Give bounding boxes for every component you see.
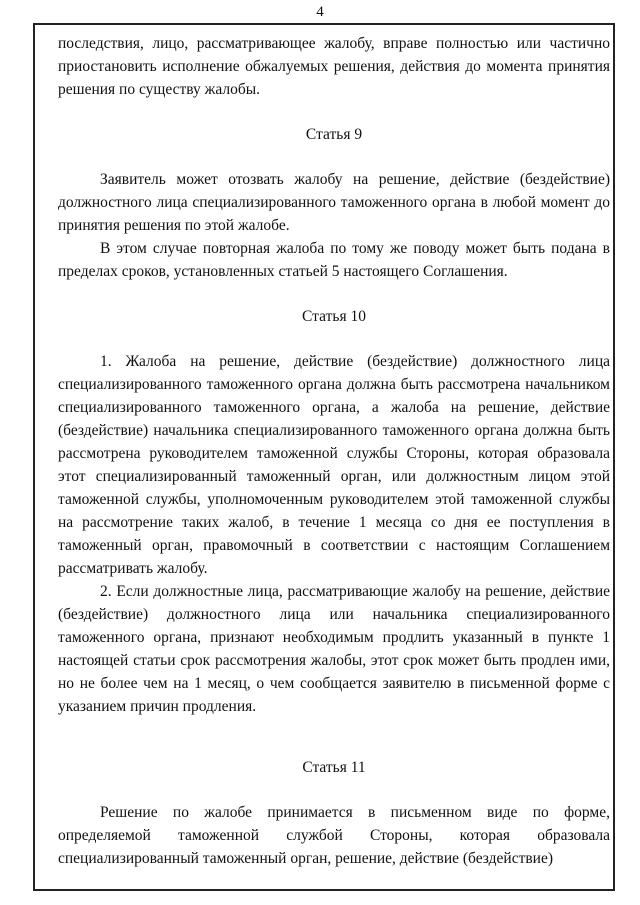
article-9-paragraph-1: Заявитель может отозвать жалобу на решение, действие (бездействие) должностного лица специализированного таможенного органа в любой момент до принятия решения по этой жалобе. [58, 171, 610, 234]
article-10-paragraph-2: 2. Если должностные лица, рассматривающие жалобу на решение, действие (бездействие) должностного лица или начальника специализированного таможенного органа, признают необходимым продлить указанный в пункте 1 настоящей статьи срок рассмотрения жалобы, этот срок может быть продлен ими, но не более чем на 1 месяц, о чем сообщается заявителю в письменной форме с указанием причин продления. [58, 583, 610, 715]
document-body [58, 32, 610, 870]
paragraph-continuation: последствия, лицо, рассматривающее жалобу, вправе полностью или частично приостановить исполнение обжалуемых решения, действия до момента принятия решения по существу жалобы. [58, 35, 610, 98]
article-10-paragraph-1: 1. Жалоба на решение, действие (бездействие) должностного лица специализированного таможенного органа должна быть рассмотрена начальником специализированного таможенного органа, а жалоба на решение, действие (бездействие) начальника специализированного таможенного органа должна быть рассмотрена руководителем таможенной службы Стороны, которая образовала этот специализированный таможенный орган, или должностным лицом этой таможенной службы, уполномоченным руководителем этой таможенной службы на рассмотрение таких жалоб, в течение 1 месяца со дня ее поступления в таможенный орган, правомочный в соответствии с настоящим Соглашением рассматривать жалобу. [58, 353, 610, 577]
article-10-heading: Статья 10 [302, 308, 366, 325]
article-11-paragraph-1: Решение по жалобе принимается в письменном виде по форме, определяемой таможенной службой Стороны, которая образовала специализированный таможенный орган, решение, действие (бездействие) [58, 804, 610, 867]
article-9-paragraph-2: В этом случае повторная жалоба по тому же поводу может быть подана в пределах сроков, установленных статьей 5 настоящего Соглашения. [58, 240, 610, 280]
article-9-heading: Статья 9 [305, 126, 363, 143]
article-11-heading: Статья 11 [302, 759, 366, 776]
page-number: 4 [316, 4, 324, 20]
